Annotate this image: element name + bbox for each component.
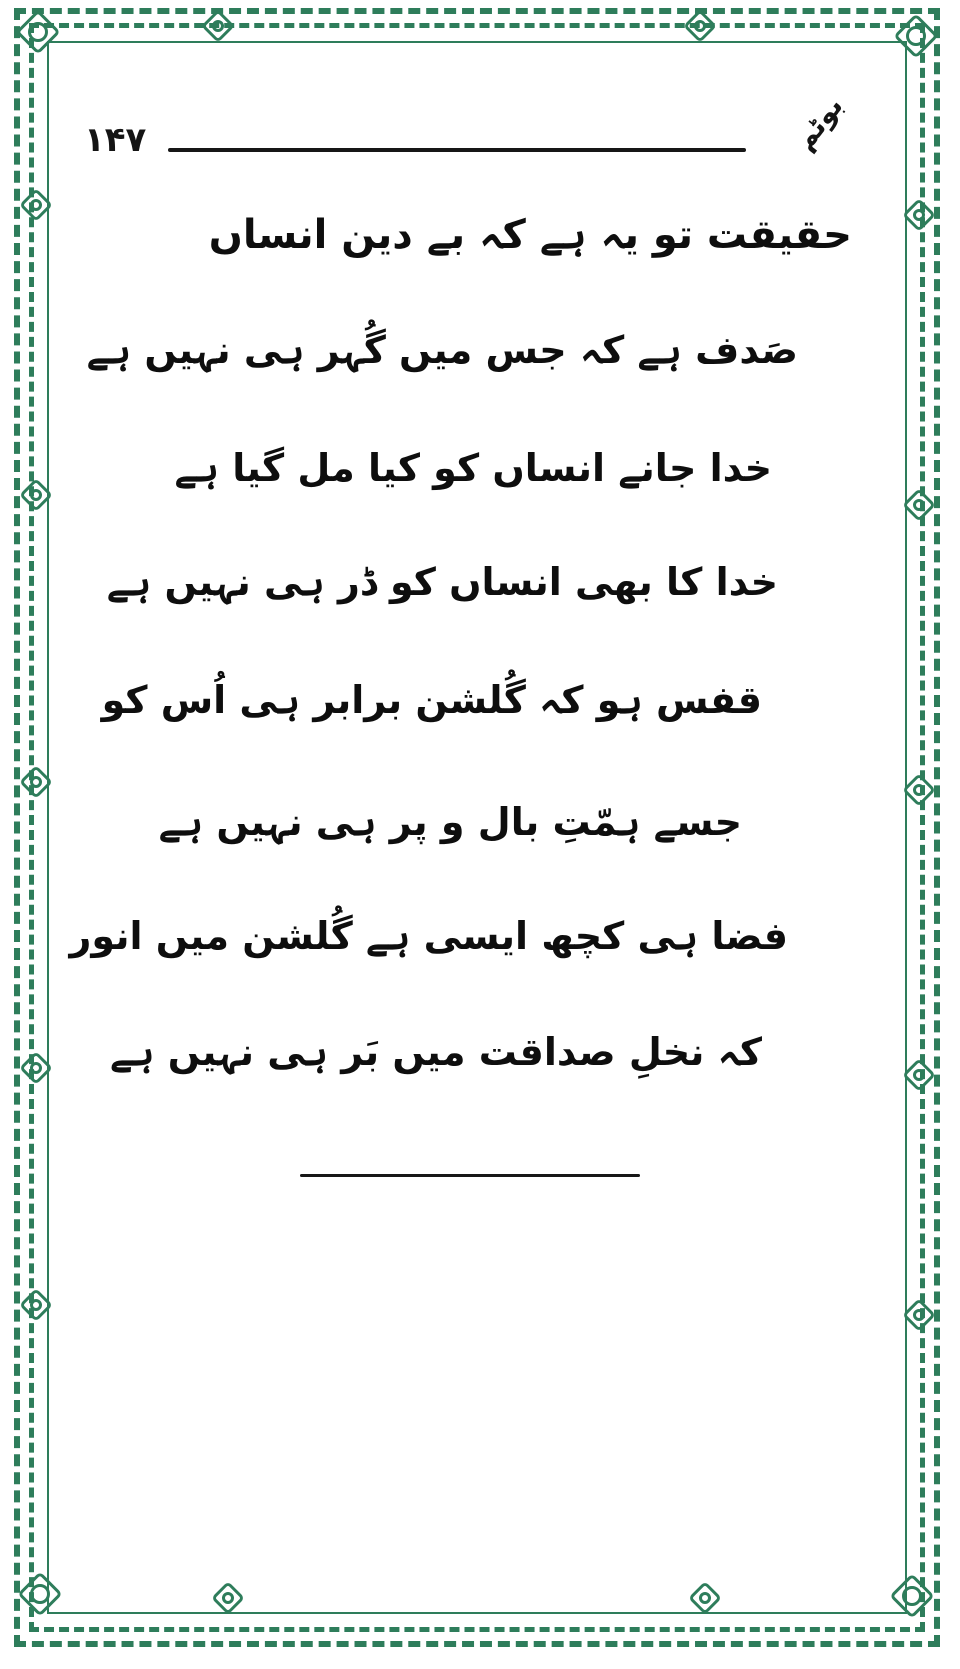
poem-line: صَدف ہے کہ جس میں گُہر ہی نہیں ہے [86, 328, 798, 372]
knot-ornament-icon [22, 481, 50, 509]
poem-line: حقیقت تو یہ ہے کہ بے دین انساں [208, 212, 852, 258]
knot-ornament-icon [905, 1061, 933, 1089]
header-rule [168, 148, 746, 152]
knot-ornament-icon [22, 1054, 50, 1082]
knot-ornament-icon [22, 768, 50, 796]
knot-ornament-icon [686, 12, 714, 40]
knot-ornament-icon [905, 776, 933, 804]
knot-ornament-icon [204, 12, 232, 40]
poem-line: خدا جانے انساں کو کیا مل گیا ہے [174, 446, 772, 490]
knot-ornament-icon [214, 1584, 242, 1612]
knot-ornament-icon [691, 1584, 719, 1612]
knot-ornament-icon [22, 1291, 50, 1319]
poem-line: قفس ہو کہ گُلشن برابر ہی اُس کو [101, 678, 762, 722]
poem-line: خدا کا بھی انساں کو ڈر ہی نہیں ہے [106, 560, 778, 604]
knot-ornament-icon [894, 1578, 930, 1614]
knot-ornament-icon [905, 201, 933, 229]
knot-ornament-icon [905, 1301, 933, 1329]
poem-line: جسے ہمّتِ بال و پر ہی نہیں ہے [158, 800, 742, 844]
knot-ornament-icon [898, 18, 934, 54]
poem-line: کہ نخلِ صداقت میں بَر ہی نہیں ہے [110, 1030, 762, 1074]
knot-ornament-icon [20, 14, 56, 50]
poem-line: فضا ہی کچھ ایسی ہے گُلشن میں انور [69, 914, 788, 958]
running-head: بوٹم [789, 90, 850, 157]
knot-ornament-icon [22, 1576, 58, 1612]
knot-ornament-icon [22, 191, 50, 219]
knot-ornament-icon [905, 491, 933, 519]
page-number: ۱۴۷ [84, 120, 147, 160]
poem-end-rule [300, 1174, 640, 1177]
